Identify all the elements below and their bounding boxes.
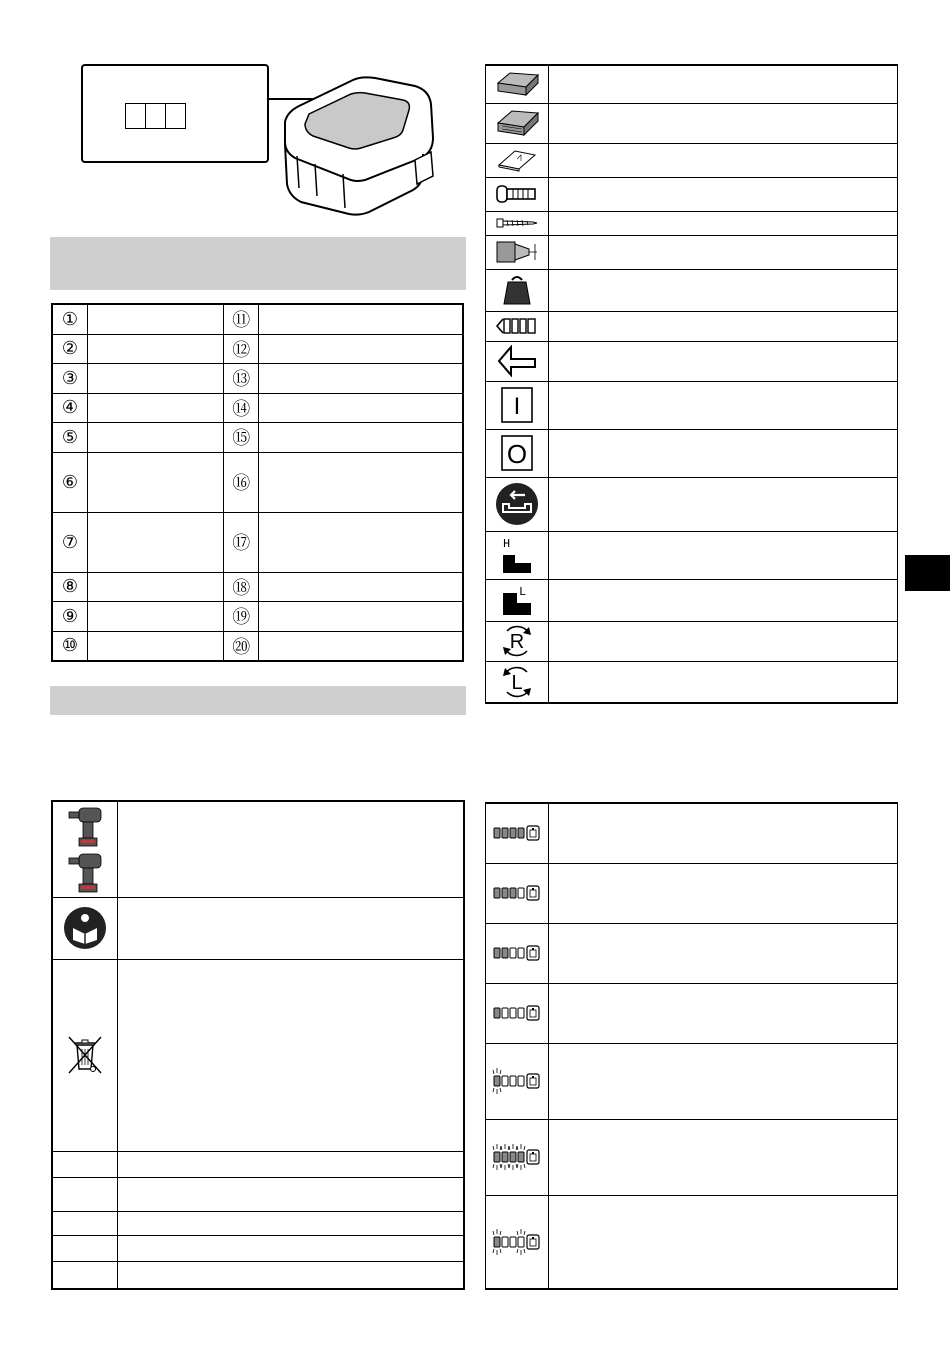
symbol-row (52, 801, 464, 897)
part-name (88, 512, 224, 572)
code-cells (126, 103, 186, 129)
part-number: ⑬ (224, 364, 259, 394)
read-manual-icon (52, 897, 118, 959)
part-name (259, 512, 463, 572)
direction-arrow-icon (486, 341, 549, 381)
battery-level-description (549, 803, 898, 863)
symbol-description (118, 1177, 465, 1211)
symbol-description (549, 429, 898, 477)
symbol-cell (52, 1211, 118, 1235)
part-name (259, 602, 463, 632)
part-name (88, 393, 224, 423)
symbol-description (549, 661, 898, 703)
part-number: ⑮ (224, 423, 259, 453)
symbol-row (486, 211, 898, 235)
safety-symbols-table (51, 800, 465, 1290)
battery-level-table (485, 802, 898, 1290)
symbol-row (52, 1211, 464, 1235)
symbol-cell (52, 1235, 118, 1261)
battery-pack-illustration (265, 72, 440, 217)
battery-level-icon (486, 863, 549, 923)
part-name (259, 572, 463, 602)
battery-level-description (549, 923, 898, 983)
parts-row (52, 364, 463, 394)
symbol-row (486, 143, 898, 177)
wood-screw-icon (486, 211, 549, 235)
code-cell (145, 103, 166, 129)
rotation-left-icon (486, 661, 549, 703)
part-number: ⑧ (52, 572, 88, 602)
symbol-description (549, 269, 898, 311)
part-number: ⑲ (224, 602, 259, 632)
symbol-description (549, 103, 898, 143)
off-switch-icon (486, 429, 549, 477)
symbols-table (485, 64, 898, 704)
part-name (88, 452, 224, 512)
battery-level-row (486, 863, 898, 923)
svg-text:I: I (513, 393, 521, 420)
symbol-row (52, 897, 464, 959)
battery-code-callout (81, 64, 269, 163)
symbol-row (486, 177, 898, 211)
part-number: ⑫ (224, 334, 259, 364)
svg-text:R: R (509, 631, 525, 653)
part-name (259, 631, 463, 661)
part-name (88, 631, 224, 661)
part-number: ① (52, 304, 88, 334)
battery-level-row (486, 803, 898, 863)
symbol-description (118, 959, 465, 1151)
battery-level-description (549, 1195, 898, 1289)
symbol-cell (52, 1177, 118, 1211)
battery-insert-icon (486, 477, 549, 531)
battery-level-description (549, 983, 898, 1043)
section-heading-bar (50, 686, 466, 715)
symbol-description (118, 1211, 465, 1235)
part-name (88, 334, 224, 364)
symbol-description (118, 897, 465, 959)
svg-text:L: L (511, 671, 523, 694)
part-number: ⑤ (52, 423, 88, 453)
symbol-row (486, 341, 898, 381)
battery-level-row (486, 1043, 898, 1119)
battery-level-icon (486, 1043, 549, 1119)
parts-row (52, 572, 463, 602)
parts-row (52, 452, 463, 512)
battery-level-row (486, 1119, 898, 1195)
symbol-description (118, 1151, 465, 1177)
symbol-row (486, 235, 898, 269)
weight-icon (486, 269, 549, 311)
parts-row (52, 393, 463, 423)
part-number: ⑳ (224, 631, 259, 661)
part-name (88, 572, 224, 602)
part-number: ⑥ (52, 452, 88, 512)
symbol-description (549, 65, 898, 103)
low-speed-icon (486, 579, 549, 621)
parts-table (51, 303, 464, 662)
symbol-row (486, 65, 898, 103)
part-number: ⑪ (224, 304, 259, 334)
part-number: ⑯ (224, 452, 259, 512)
symbol-description (118, 801, 465, 897)
symbol-row (486, 531, 898, 579)
symbol-description (549, 477, 898, 531)
sheet-material-icon (486, 143, 549, 177)
part-name (259, 304, 463, 334)
bolt-icon (486, 177, 549, 211)
high-speed-icon (486, 531, 549, 579)
svg-text:H: H (503, 537, 511, 551)
rotation-right-icon (486, 621, 549, 661)
section-heading-bar (50, 237, 466, 290)
part-number: ⑩ (52, 631, 88, 661)
symbol-row (486, 381, 898, 429)
symbol-row (486, 429, 898, 477)
drill-chuck-icon (486, 235, 549, 269)
battery-level-row (486, 923, 898, 983)
speed-scale-icon (486, 311, 549, 341)
symbol-description (118, 1261, 465, 1289)
part-number: ⑭ (224, 393, 259, 423)
battery-level-row (486, 1195, 898, 1289)
symbol-description (549, 341, 898, 381)
battery-level-row (486, 983, 898, 1043)
battery-level-icon (486, 983, 549, 1043)
symbol-row (486, 311, 898, 341)
symbol-description (549, 143, 898, 177)
battery-level-description (549, 1119, 898, 1195)
svg-text:L: L (519, 585, 527, 599)
part-name (88, 602, 224, 632)
part-name (88, 364, 224, 394)
part-number: ③ (52, 364, 88, 394)
symbol-row (486, 103, 898, 143)
symbol-row (52, 1151, 464, 1177)
symbol-description (118, 1235, 465, 1261)
symbol-row (486, 579, 898, 621)
symbol-description (549, 235, 898, 269)
symbol-description (549, 381, 898, 429)
symbol-cell (52, 1151, 118, 1177)
symbol-description (549, 621, 898, 661)
part-name (88, 304, 224, 334)
battery-level-description (549, 1043, 898, 1119)
symbol-description (549, 211, 898, 235)
symbol-row (52, 1177, 464, 1211)
part-number: ⑨ (52, 602, 88, 632)
part-name (259, 334, 463, 364)
parts-row (52, 631, 463, 661)
parts-row (52, 304, 463, 334)
part-number: ⑱ (224, 572, 259, 602)
part-name (259, 423, 463, 453)
symbol-description (549, 531, 898, 579)
symbol-row (52, 1235, 464, 1261)
symbol-row (486, 269, 898, 311)
part-name (259, 364, 463, 394)
symbol-row (486, 661, 898, 703)
part-number: ② (52, 334, 88, 364)
parts-row (52, 602, 463, 632)
parts-row (52, 512, 463, 572)
part-number: ④ (52, 393, 88, 423)
code-cell (125, 103, 146, 129)
battery-level-icon (486, 803, 549, 863)
battery-level-description (549, 863, 898, 923)
symbol-description (549, 579, 898, 621)
part-name (259, 452, 463, 512)
two-drills-icon (52, 801, 118, 897)
symbol-row (52, 959, 464, 1151)
battery-level-icon (486, 923, 549, 983)
symbol-description (549, 177, 898, 211)
parts-row (52, 423, 463, 453)
sandpaper-block-icon (486, 65, 549, 103)
symbol-row (52, 1261, 464, 1289)
part-name (88, 423, 224, 453)
battery-level-icon (486, 1195, 549, 1289)
wood-plank-icon (486, 103, 549, 143)
parts-row (52, 334, 463, 364)
symbol-row (486, 477, 898, 531)
symbol-row (486, 621, 898, 661)
part-name (259, 393, 463, 423)
symbol-cell (52, 1261, 118, 1289)
code-cell (165, 103, 186, 129)
on-switch-icon (486, 381, 549, 429)
battery-level-icon (486, 1119, 549, 1195)
weee-crossed-bin-icon (52, 959, 118, 1151)
symbol-description (549, 311, 898, 341)
svg-text:O: O (506, 439, 528, 469)
part-number: ⑰ (224, 512, 259, 572)
part-number: ⑦ (52, 512, 88, 572)
page-tab-marker (905, 555, 950, 591)
